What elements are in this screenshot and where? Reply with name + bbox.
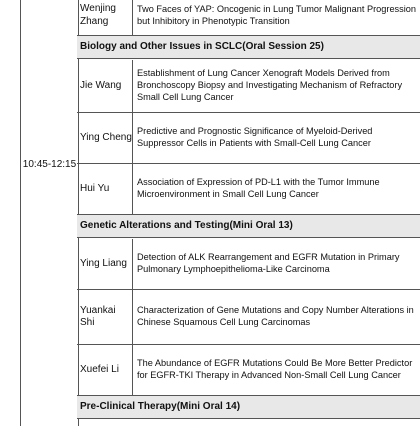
talk-title: Characterization of Gene Mutations and Copy Number Alterations in Chinese Squamous Cell Lung Carcinomas: [137, 305, 414, 327]
time-column: [20, 0, 79, 426]
talk-title: Two Faces of YAP: Oncogenic in Lung Tumor Malignant Progression but Inhibitory in Phenotypic Transition: [137, 3, 417, 26]
speaker-name: Wenjing Zhang: [77, 0, 133, 35]
talk-title: The Abundance of EGFR Mutations Could Be More Better Predictor for EGFR-TKI Therapy in Advanced Non-Small Cell Lung Cancer: [137, 358, 413, 380]
talk-title: Association of Expression of PD-L1 with the Tumor Immune Microenvironment in Small Cell Lung Cancer: [137, 177, 380, 199]
speaker-name: Xuefei Li: [77, 345, 133, 395]
table-row: [77, 290, 420, 345]
talk-title: Establishment of Lung Cancer Xenograft Models Derived from Bronchoscopy Biopsy and Investigating Mechanism of Refractory Small Cell Lung Cancer: [137, 68, 403, 102]
talk-title: Detection of ALK Rearrangement and EGFR Mutation in Primary Pulmonary Lymphoepithelioma-Like Carcinoma: [137, 252, 400, 274]
table-row: [77, 113, 420, 164]
speaker-name: Ying Cheng: [77, 113, 133, 163]
speaker-name: Hui Yu: [77, 164, 133, 214]
section-header: Pre-Clinical Therapy(Mini Oral 14): [77, 396, 420, 419]
table-row: [77, 345, 420, 396]
speaker-name: Jie Wang: [77, 60, 133, 112]
table-row: [77, 239, 420, 290]
section-header: Genetic Alterations and Testing(Mini Oral 13): [77, 215, 420, 238]
section-header: Biology and Other Issues in SCLC(Oral Session 25): [77, 36, 420, 59]
table-row: [77, 60, 420, 113]
table-row: [77, 0, 420, 36]
time-slot: 10:45-12:15: [22, 159, 77, 170]
talk-title: Predictive and Prognostic Significance of Myeloid-Derived Suppressor Cells in Patients with Small-Cell Lung Cancer: [137, 126, 373, 148]
speaker-name: Ying Liang: [77, 239, 133, 289]
schedule-table: [20, 0, 420, 426]
table-row: [77, 164, 420, 215]
speaker-name: Yuankai Shi: [77, 290, 133, 344]
